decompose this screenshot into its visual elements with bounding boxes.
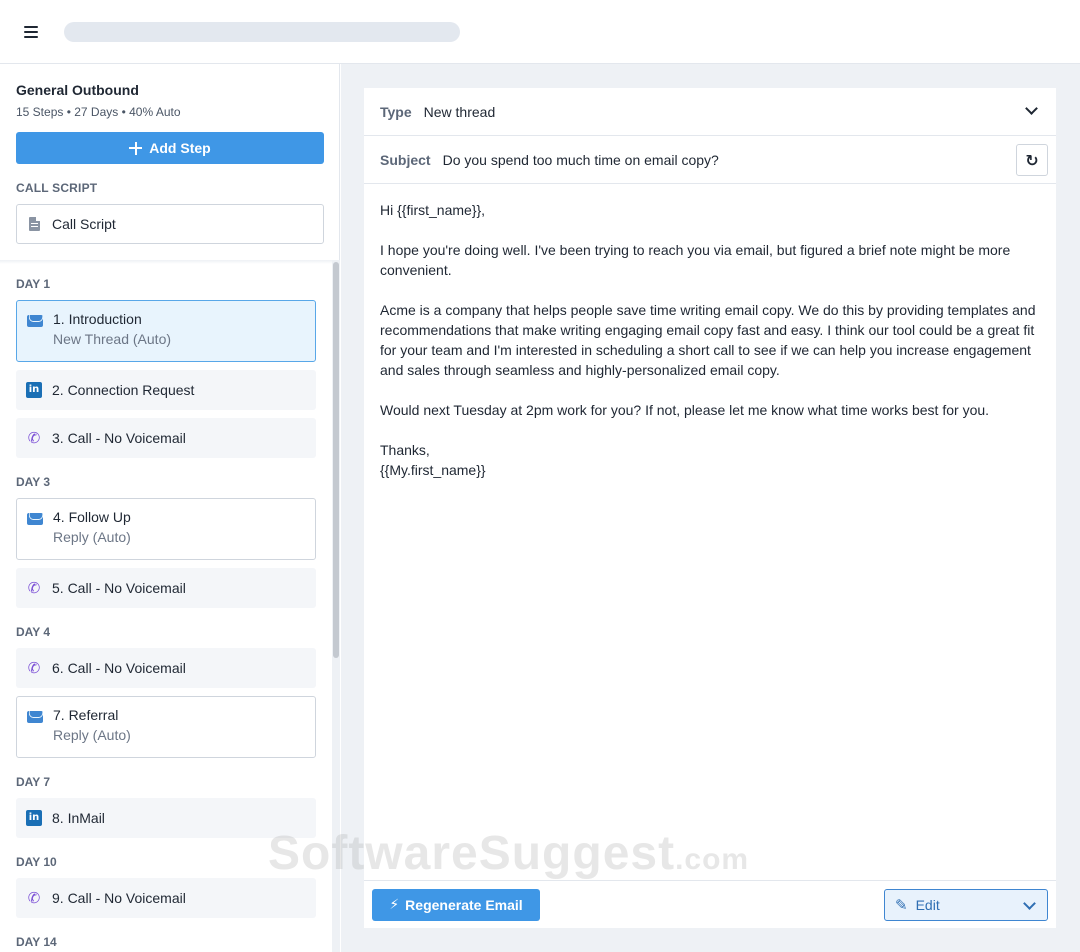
step-name: 9. Call - No Voicemail bbox=[52, 890, 186, 906]
hamburger-icon[interactable] bbox=[24, 25, 40, 39]
call-script-button[interactable] bbox=[16, 204, 324, 244]
email-paragraph: I hope you're doing well. I've been trying to reach you via email, but figured a brief note might be more convenient. bbox=[380, 242, 1011, 278]
call-script-label: Call Script bbox=[52, 216, 116, 232]
step-name: 5. Call - No Voicemail bbox=[52, 580, 186, 596]
sidebar-scrollbar-thumb[interactable] bbox=[333, 262, 339, 658]
step-item[interactable] bbox=[16, 568, 316, 608]
refresh-icon: ↻ bbox=[1025, 150, 1039, 170]
search-bar[interactable] bbox=[64, 22, 460, 42]
step-item[interactable] bbox=[16, 696, 316, 758]
mail-icon bbox=[27, 513, 43, 525]
phone-icon: ✆ bbox=[27, 659, 41, 677]
step-name: 3. Call - No Voicemail bbox=[52, 430, 186, 446]
pencil-icon: ✎ bbox=[895, 896, 908, 914]
sidebar-divider bbox=[0, 260, 340, 264]
add-step-button[interactable] bbox=[16, 132, 324, 164]
day-label: DAY 1 bbox=[16, 277, 51, 291]
refresh-subject-button[interactable] bbox=[1016, 144, 1048, 176]
sequence-meta: 15 Steps • 27 Days • 40% Auto bbox=[16, 105, 181, 119]
step-item[interactable] bbox=[16, 418, 316, 458]
call-script-section-label: CALL SCRIPT bbox=[16, 181, 98, 195]
phone-icon: ✆ bbox=[27, 889, 41, 907]
step-item[interactable] bbox=[16, 498, 316, 560]
step-item[interactable] bbox=[16, 300, 316, 362]
step-subtitle: Reply (Auto) bbox=[53, 727, 131, 743]
type-label: Type bbox=[380, 103, 412, 120]
step-item[interactable] bbox=[16, 648, 316, 688]
step-name: 4. Follow Up bbox=[53, 509, 131, 525]
step-subtitle: Reply (Auto) bbox=[53, 529, 131, 545]
subject-label: Subject bbox=[380, 151, 431, 168]
step-item[interactable] bbox=[16, 798, 316, 838]
phone-icon: ✆ bbox=[27, 429, 41, 447]
email-editor-card bbox=[364, 88, 1056, 928]
mail-icon bbox=[27, 711, 43, 723]
top-bar bbox=[0, 0, 1080, 64]
watermark: SoftwareSuggest.com bbox=[268, 827, 750, 880]
step-item[interactable] bbox=[16, 878, 316, 918]
edit-button[interactable] bbox=[884, 889, 1048, 921]
phone-icon: ✆ bbox=[27, 579, 41, 597]
subject-row bbox=[364, 136, 1056, 184]
add-step-label: Add Step bbox=[149, 140, 211, 156]
sequence-title: General Outbound bbox=[16, 82, 139, 98]
day-label: DAY 4 bbox=[16, 625, 51, 639]
email-signature: {{My.first_name}} bbox=[380, 462, 486, 478]
day-label: DAY 10 bbox=[16, 855, 57, 869]
email-paragraph: Would next Tuesday at 2pm work for you? If not, please let me know what time works best for you. bbox=[380, 402, 990, 418]
day-label: DAY 3 bbox=[16, 475, 51, 489]
email-paragraph: Hi {{first_name}}, bbox=[380, 202, 486, 218]
subject-value[interactable]: Do you spend too much time on email copy? bbox=[442, 151, 719, 168]
step-name: 1. Introduction bbox=[53, 311, 142, 327]
plus-icon bbox=[129, 142, 142, 155]
email-signoff: Thanks, bbox=[380, 442, 430, 458]
type-row[interactable] bbox=[364, 88, 1056, 136]
document-icon bbox=[29, 217, 40, 231]
day-label: DAY 7 bbox=[16, 775, 51, 789]
edit-label: Edit bbox=[915, 897, 940, 913]
email-paragraph: Acme is a company that helps people save time writing email copy. We do this by providing templates and recommendations that make writing engaging email copy fast and easy. I think our tool could be a great fit for your team and I'm interested in scheduling a short call to see if we can help you increase engagement and sales through seamless and highly-personalized email copy. bbox=[380, 302, 1036, 378]
day-label: DAY 14 bbox=[16, 935, 57, 949]
editor-footer bbox=[364, 880, 1056, 928]
linkedin-icon: in bbox=[26, 810, 42, 826]
linkedin-icon: in bbox=[26, 382, 42, 398]
step-item[interactable] bbox=[16, 370, 316, 410]
lightning-icon: ⚡ bbox=[389, 897, 400, 913]
step-name: 6. Call - No Voicemail bbox=[52, 660, 186, 676]
mail-icon bbox=[27, 315, 43, 327]
step-subtitle: New Thread (Auto) bbox=[53, 331, 172, 347]
chevron-down-icon[interactable] bbox=[1025, 102, 1038, 115]
chevron-down-icon[interactable] bbox=[1023, 897, 1036, 910]
step-name: 8. InMail bbox=[52, 810, 105, 826]
regenerate-label: Regenerate Email bbox=[405, 897, 523, 913]
regenerate-email-button[interactable] bbox=[372, 889, 540, 921]
step-name: 2. Connection Request bbox=[52, 382, 195, 398]
type-value: New thread bbox=[423, 103, 496, 120]
step-name: 7. Referral bbox=[53, 707, 119, 723]
email-body[interactable] bbox=[380, 200, 1040, 480]
